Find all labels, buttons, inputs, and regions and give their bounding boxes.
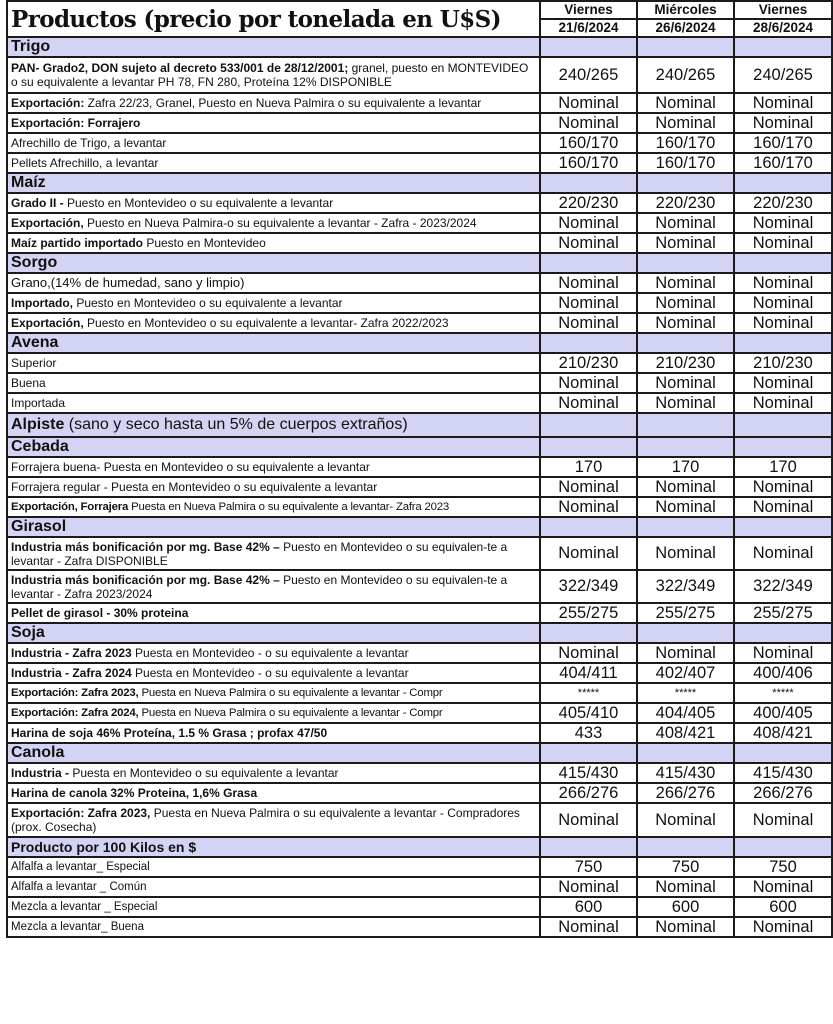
price-cell: 404/411 xyxy=(540,663,637,683)
product-label-bold: Exportación, xyxy=(11,216,84,230)
price-cell: 210/230 xyxy=(734,353,832,373)
product-label-bold: Exportación: Forrajero xyxy=(11,116,141,130)
table-row xyxy=(7,537,832,570)
price-cell: 322/349 xyxy=(540,570,637,603)
product-label xyxy=(7,723,540,743)
product-label xyxy=(7,857,540,877)
product-label-bold: Industria - xyxy=(11,766,70,780)
section-title: Producto por 100 Kilos en $ xyxy=(7,837,540,857)
product-label-text: Forrajera buena- Puesta en Montevideo o su equivalente a levantar xyxy=(11,460,370,474)
product-label-bold: Importado, xyxy=(11,296,73,310)
price-cell: Nominal xyxy=(540,293,637,313)
price-cell: Nominal xyxy=(637,233,734,253)
price-cell: 750 xyxy=(540,857,637,877)
table-row xyxy=(7,570,832,603)
table-row xyxy=(7,313,832,333)
price-cell: Nominal xyxy=(637,293,734,313)
product-label-bold: Exportación, xyxy=(11,316,84,330)
product-label-text: Alfalfa a levantar _ Común xyxy=(11,881,147,893)
price-cell: Nominal xyxy=(540,313,637,333)
price-cell: 160/170 xyxy=(734,153,832,173)
price-cell: Nominal xyxy=(637,93,734,113)
price-table xyxy=(6,0,833,938)
price-cell: 266/276 xyxy=(637,783,734,803)
product-label-text: Afrechillo de Trigo, a levantar xyxy=(11,136,167,150)
price-cell: 255/275 xyxy=(637,603,734,623)
product-label-text: Puesto en Nueva Palmira-o su equivalente a levantar - Zafra - 2023/2024 xyxy=(83,216,477,230)
product-label xyxy=(7,570,540,603)
table-row xyxy=(7,393,832,413)
product-label xyxy=(7,897,540,917)
price-cell: 160/170 xyxy=(540,133,637,153)
price-cell: Nominal xyxy=(540,477,637,497)
price-cell: 408/421 xyxy=(637,723,734,743)
product-label-text: Puesto en Montevideo o su equivalen-te a levantar - Zafra 2023/2024 xyxy=(11,572,508,601)
price-cell: 240/265 xyxy=(637,57,734,93)
price-cell: Nominal xyxy=(637,917,734,937)
price-cell: Nominal xyxy=(734,643,832,663)
section-header-cebada xyxy=(7,437,832,457)
section-title-name: Alpiste xyxy=(11,416,65,433)
product-label-bold: Industria - Zafra 2023 xyxy=(11,646,132,660)
product-label xyxy=(7,313,540,333)
price-cell: 255/275 xyxy=(540,603,637,623)
table-row xyxy=(7,703,832,723)
price-cell: Nominal xyxy=(540,273,637,293)
product-label-text: Puesto en Montevideo o su equivalente a levantar- Zafra 2022/2023 xyxy=(83,316,449,330)
column-date-2: 26/6/2024 xyxy=(637,19,734,37)
price-cell: Nominal xyxy=(734,273,832,293)
product-label xyxy=(7,113,540,133)
price-cell: Nominal xyxy=(637,477,734,497)
price-cell: 322/349 xyxy=(734,570,832,603)
section-header-trigo xyxy=(7,37,832,57)
product-label-bold: Exportación: Zafra 2023, xyxy=(11,687,139,699)
price-cell: Nominal xyxy=(637,373,734,393)
price-cell: Nominal xyxy=(637,643,734,663)
price-cell: Nominal xyxy=(734,877,832,897)
table-row xyxy=(7,603,832,623)
price-cell: Nominal xyxy=(734,93,832,113)
product-label xyxy=(7,477,540,497)
product-label xyxy=(7,497,540,517)
table-row xyxy=(7,683,832,703)
price-cell: Nominal xyxy=(540,393,637,413)
product-label-text: Puesta en Nueva Palmira o su equivalente a levantar - Compradores (prox. Cosecha) xyxy=(11,806,520,834)
table-row xyxy=(7,153,832,173)
table-row xyxy=(7,723,832,743)
table-row xyxy=(7,233,832,253)
price-cell: Nominal xyxy=(540,213,637,233)
column-day-3: Viernes xyxy=(734,1,832,19)
price-cell: Nominal xyxy=(637,497,734,517)
product-label-text: granel, puesto en MONTEVIDEO o su equivalente a levantar PH 78, FN 280, Proteína 12% DISPONIBLE xyxy=(11,61,529,89)
table-row xyxy=(7,857,832,877)
price-cell: 266/276 xyxy=(540,783,637,803)
price-cell: Nominal xyxy=(734,373,832,393)
table-row xyxy=(7,213,832,233)
product-label-text: Superior xyxy=(11,356,57,370)
section-header-avena xyxy=(7,333,832,353)
product-label xyxy=(7,643,540,663)
product-label xyxy=(7,273,540,293)
price-cell: Nominal xyxy=(540,643,637,663)
product-label xyxy=(7,603,540,623)
price-cell: 170 xyxy=(540,457,637,477)
section-header-alpiste xyxy=(7,413,832,437)
section-title: Canola xyxy=(7,743,540,763)
product-label-text: Puesto en Montevideo o su equivalen-te a levantar - Zafra DISPONIBLE xyxy=(11,539,508,568)
price-cell: 322/349 xyxy=(637,570,734,603)
product-label-bold: Exportación: Zafra 2024, xyxy=(11,707,139,719)
price-cell: 255/275 xyxy=(734,603,832,623)
table-row xyxy=(7,763,832,783)
price-cell: 750 xyxy=(637,857,734,877)
product-label-text: Pellets Afrechillo, a levantar xyxy=(11,156,159,170)
price-cell: Nominal xyxy=(734,213,832,233)
price-cell: Nominal xyxy=(637,213,734,233)
product-label-text: Puesta en Montevideo o su equivalente a levantar xyxy=(69,766,339,780)
price-cell: Nominal xyxy=(637,877,734,897)
price-cell: Nominal xyxy=(540,93,637,113)
column-date-1: 21/6/2024 xyxy=(540,19,637,37)
price-cell: Nominal xyxy=(734,233,832,253)
product-label xyxy=(7,663,540,683)
price-cell: Nominal xyxy=(734,477,832,497)
product-label-bold: Industria más bonificación por mg. Base 42% – xyxy=(11,539,280,554)
price-cell: 415/430 xyxy=(734,763,832,783)
price-cell: Nominal xyxy=(734,917,832,937)
price-cell: 210/230 xyxy=(637,353,734,373)
price-cell: Nominal xyxy=(734,393,832,413)
product-label-bold: Grado II - xyxy=(11,196,64,210)
product-label-text: Buena xyxy=(11,376,46,390)
table-row xyxy=(7,783,832,803)
table-row xyxy=(7,193,832,213)
table-row xyxy=(7,877,832,897)
product-label xyxy=(7,393,540,413)
table-row xyxy=(7,57,832,93)
price-cell: 220/230 xyxy=(734,193,832,213)
section-header-girasol xyxy=(7,517,832,537)
price-cell: 266/276 xyxy=(734,783,832,803)
table-row xyxy=(7,373,832,393)
product-label xyxy=(7,93,540,113)
price-cell: Nominal xyxy=(540,113,637,133)
product-label-bold: PAN- Grado2, DON sujeto al decreto 533/001 de 28/12/2001; xyxy=(11,61,349,75)
table-row xyxy=(7,293,832,313)
product-label-text: Puesta en Nueva Palmira o su equivalente a levantar- Zafra 2023 xyxy=(128,501,450,513)
price-cell: 220/230 xyxy=(637,193,734,213)
price-cell: Nominal xyxy=(637,113,734,133)
section-title: Sorgo xyxy=(7,253,540,273)
table-row xyxy=(7,457,832,477)
price-cell: ***** xyxy=(637,683,734,703)
column-day-2: Miércoles xyxy=(637,1,734,19)
price-cell: 433 xyxy=(540,723,637,743)
price-cell: 160/170 xyxy=(637,153,734,173)
product-label-text: Puesto en Montevideo o su equivalente a levantar xyxy=(63,196,334,210)
product-label xyxy=(7,233,540,253)
page-title: Productos (precio por tonelada en U$S) xyxy=(7,1,540,37)
product-label-bold: Harina de canola 32% Proteina, 1,6% Grasa xyxy=(11,786,258,800)
product-label-text: Puesto en Montevideo xyxy=(143,236,266,250)
product-label xyxy=(7,153,540,173)
section-title: Trigo xyxy=(7,37,540,57)
table-row xyxy=(7,353,832,373)
table-row xyxy=(7,93,832,113)
price-cell: 600 xyxy=(637,897,734,917)
price-cell: ***** xyxy=(734,683,832,703)
product-label xyxy=(7,703,540,723)
table-row xyxy=(7,113,832,133)
product-label xyxy=(7,293,540,313)
product-label-text: Importada xyxy=(11,396,66,410)
product-label-bold: Harina de soja 46% Proteína, 1.5 % Grasa ; profax 47/50 xyxy=(11,726,328,740)
section-header-per-100-kilos xyxy=(7,837,832,857)
price-cell: Nominal xyxy=(637,273,734,293)
section-title: Soja xyxy=(7,623,540,643)
product-label xyxy=(7,537,540,570)
price-cell: Nominal xyxy=(540,497,637,517)
price-cell: Nominal xyxy=(734,313,832,333)
product-label xyxy=(7,133,540,153)
price-cell: 415/430 xyxy=(540,763,637,783)
price-cell: Nominal xyxy=(637,313,734,333)
price-cell: 160/170 xyxy=(540,153,637,173)
price-cell: 220/230 xyxy=(540,193,637,213)
product-label-text: Mezcla a levantar_ Buena xyxy=(11,921,144,933)
product-label-text: Grano,(14% de humedad, sano y limpio) xyxy=(11,275,245,290)
section-title xyxy=(7,413,540,437)
product-label-bold: Maíz partido importado xyxy=(11,236,143,250)
price-cell: Nominal xyxy=(734,113,832,133)
price-cell: Nominal xyxy=(637,393,734,413)
product-label-text: Zafra 22/23, Granel, Puesto en Nueva Palmira o su equivalente a levantar xyxy=(84,96,482,110)
price-cell: Nominal xyxy=(734,803,832,837)
product-label xyxy=(7,783,540,803)
price-cell: Nominal xyxy=(540,233,637,253)
product-label-text: Puesta en Nueva Palmira o su equivalente a levantar - Compr xyxy=(138,687,443,699)
price-cell: Nominal xyxy=(540,917,637,937)
price-cell: Nominal xyxy=(734,497,832,517)
section-header-soja xyxy=(7,623,832,643)
price-cell: 170 xyxy=(637,457,734,477)
product-label xyxy=(7,193,540,213)
price-cell: ***** xyxy=(540,683,637,703)
product-label-text: Puesta en Montevideo - o su equivalente a levantar xyxy=(131,646,409,660)
product-label xyxy=(7,57,540,93)
price-cell: Nominal xyxy=(734,293,832,313)
column-date-3: 28/6/2024 xyxy=(734,19,832,37)
product-label-bold: Pellet de girasol - 30% proteina xyxy=(11,606,189,620)
price-cell: 160/170 xyxy=(734,133,832,153)
product-label xyxy=(7,877,540,897)
product-label xyxy=(7,803,540,837)
table-row xyxy=(7,133,832,153)
product-label-bold: Exportación: xyxy=(11,96,85,110)
product-label xyxy=(7,213,540,233)
table-row xyxy=(7,917,832,937)
product-label-text: Mezcla a levantar _ Especial xyxy=(11,901,158,913)
product-label-text: Forrajera regular - Puesta en Montevideo o su equivalente a levantar xyxy=(11,480,378,494)
price-cell: Nominal xyxy=(540,803,637,837)
table-row xyxy=(7,663,832,683)
price-cell: 240/265 xyxy=(734,57,832,93)
price-cell: 404/405 xyxy=(637,703,734,723)
price-cell: Nominal xyxy=(637,537,734,570)
table-row xyxy=(7,497,832,517)
price-cell: 750 xyxy=(734,857,832,877)
section-header-canola xyxy=(7,743,832,763)
table-row xyxy=(7,273,832,293)
product-label-bold: Industria más bonificación por mg. Base 42% – xyxy=(11,572,280,587)
section-title: Avena xyxy=(7,333,540,353)
product-label-text: Alfalfa a levantar_ Especial xyxy=(11,861,150,873)
product-label xyxy=(7,373,540,393)
product-label xyxy=(7,683,540,703)
price-cell: 408/421 xyxy=(734,723,832,743)
price-cell: Nominal xyxy=(540,373,637,393)
product-label-text: Puesta en Nueva Palmira o su equivalente a levantar - Compr xyxy=(138,707,443,719)
table-row xyxy=(7,803,832,837)
price-cell: 240/265 xyxy=(540,57,637,93)
price-cell: Nominal xyxy=(637,803,734,837)
product-label-bold: Exportación: Zafra 2023, xyxy=(11,806,151,820)
section-title: Cebada xyxy=(7,437,540,457)
price-cell: 400/405 xyxy=(734,703,832,723)
price-cell: 600 xyxy=(540,897,637,917)
price-cell: 405/410 xyxy=(540,703,637,723)
section-header-sorgo xyxy=(7,253,832,273)
price-cell: 600 xyxy=(734,897,832,917)
table-row xyxy=(7,897,832,917)
column-day-1: Viernes xyxy=(540,1,637,19)
product-label-bold: Industria - Zafra 2024 xyxy=(11,666,132,680)
product-label xyxy=(7,457,540,477)
price-cell: 400/406 xyxy=(734,663,832,683)
table-row xyxy=(7,477,832,497)
product-label-text: Puesto en Montevideo o su equivalente a levantar xyxy=(73,296,343,310)
price-cell: 402/407 xyxy=(637,663,734,683)
price-cell: Nominal xyxy=(540,537,637,570)
section-header-maiz xyxy=(7,173,832,193)
price-cell: 170 xyxy=(734,457,832,477)
price-cell: 415/430 xyxy=(637,763,734,783)
price-cell: Nominal xyxy=(540,877,637,897)
header-row-days xyxy=(7,1,832,19)
price-cell: 210/230 xyxy=(540,353,637,373)
price-cell: Nominal xyxy=(734,537,832,570)
table-row xyxy=(7,643,832,663)
product-label xyxy=(7,763,540,783)
product-label-bold: Exportación, Forrajera xyxy=(11,501,129,513)
section-title: Maíz xyxy=(7,173,540,193)
product-label xyxy=(7,917,540,937)
price-cell: 160/170 xyxy=(637,133,734,153)
product-label-text: Puesta en Montevideo - o su equivalente a levantar xyxy=(131,666,409,680)
section-title: Girasol xyxy=(7,517,540,537)
product-label xyxy=(7,353,540,373)
section-title-note: (sano y seco hasta un 5% de cuerpos extraños) xyxy=(64,416,408,433)
